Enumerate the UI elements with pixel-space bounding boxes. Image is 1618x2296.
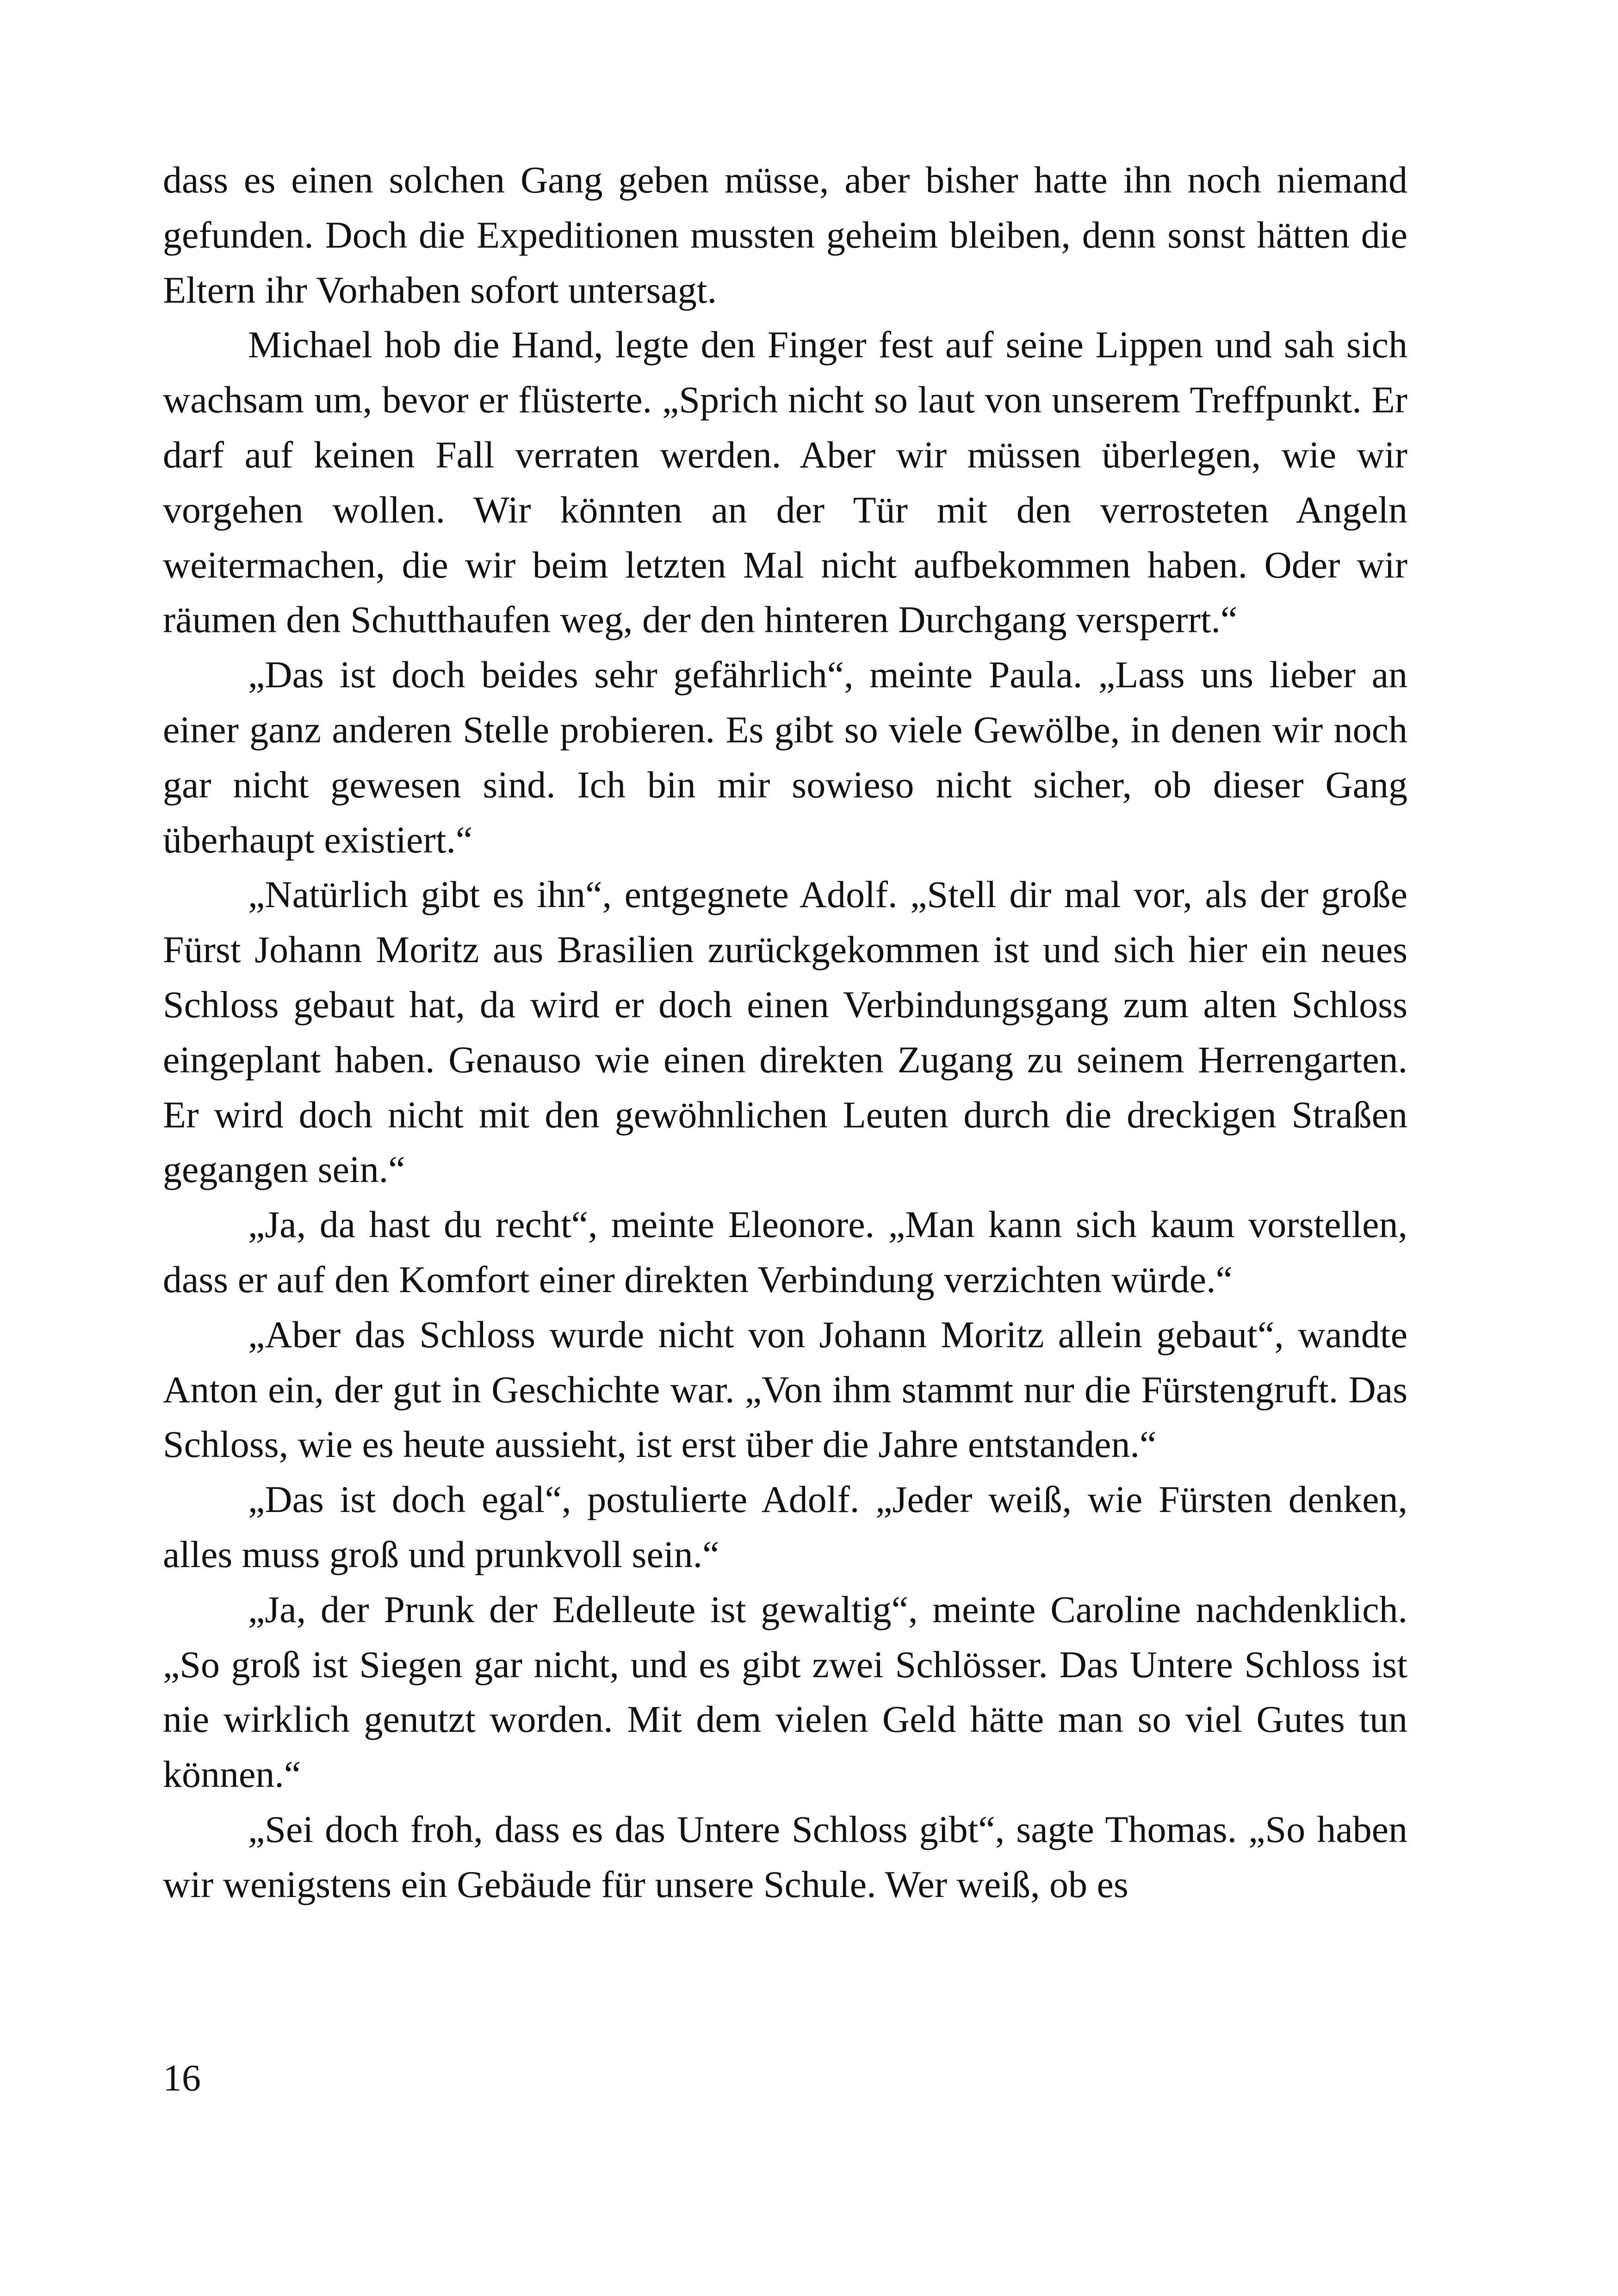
paragraph-4: „Natürlich gibt es ihn“, entgegnete Adolf. „Stell dir mal vor, als der große Fürst Johann Moritz aus Brasilien zurückgekommen ist und sich hier ein neues Schloss gebaut hat, da wird er doch einen Verbindungsgang zum alten Schloss eingeplant haben. Genauso wie einen direkten Zugang zu seinem Herrengarten. Er wird doch nicht mit den gewöhnlichen Leuten durch die dreckigen Straßen gegangen sein.“ <box>163 873 1407 1191</box>
page-number: 16 <box>163 2057 201 2099</box>
paragraph-2: Michael hob die Hand, legte den Finger fest auf seine Lippen und sah sich wachsam um, bevor er flüsterte. „Sprich nicht so laut von unserem Treffpunkt. Er darf auf keinen Fall verraten werden. Aber wir müssen überlegen, wie wir vorgehen wollen. Wir könnten an der Tür mit den verrosteten Angeln weitermachen, die wir beim letzten Mal nicht aufbekommen haben. Oder wir räumen den Schutthaufen weg, der den hinteren Durchgang versperrt.“ <box>163 324 1407 641</box>
paragraph-3: „Das ist doch beides sehr gefährlich“, meinte Paula. „Lass uns lieber an einer ganz anderen Stelle probieren. Es gibt so viele Gewölbe, in denen wir noch gar nicht gewesen sind. Ich bin mir sowieso nicht sicher, ob dieser Gang überhaupt existiert.“ <box>163 653 1407 861</box>
paragraph-9: „Sei doch froh, dass es das Untere Schloss gibt“, sagte Thomas. „So haben wir wenigstens ein Gebäude für unsere Schule. Wer weiß, ob es <box>163 1808 1407 1905</box>
body-text <box>163 153 1407 1912</box>
paragraph-7: „Das ist doch egal“, postulierte Adolf. „Jeder weiß, wie Fürsten denken, alles muss groß und prunkvoll sein.“ <box>163 1478 1407 1575</box>
paragraph-8: „Ja, der Prunk der Edelleute ist gewaltig“, meinte Caroline nachdenklich. „So groß ist Siegen gar nicht, und es gibt zwei Schlösser. Das Untere Schloss ist nie wirklich genutzt worden. Mit dem vielen Geld hätte man so viel Gutes tun können.“ <box>163 1588 1407 1796</box>
paragraph-6: „Aber das Schloss wurde nicht von Johann Moritz allein gebaut“, wandte Anton ein, der gut in Geschichte war. „Von ihm stammt nur die Fürstengruft. Das Schloss, wie es heute aussieht, ist erst über die Jahre entstanden.“ <box>163 1313 1407 1466</box>
paragraph-5: „Ja, da hast du recht“, meinte Eleonore. „Man kann sich kaum vorstellen, dass er auf den Komfort einer direkten Verbindung verzichten würde.“ <box>163 1203 1407 1300</box>
paragraph-1: dass es einen solchen Gang geben müsse, aber bisher hatte ihn noch niemand gefunden. Doch die Expeditionen mussten geheim bleiben, denn sonst hätten die Eltern ihr Vorhaben sofort untersagt. <box>163 159 1407 311</box>
